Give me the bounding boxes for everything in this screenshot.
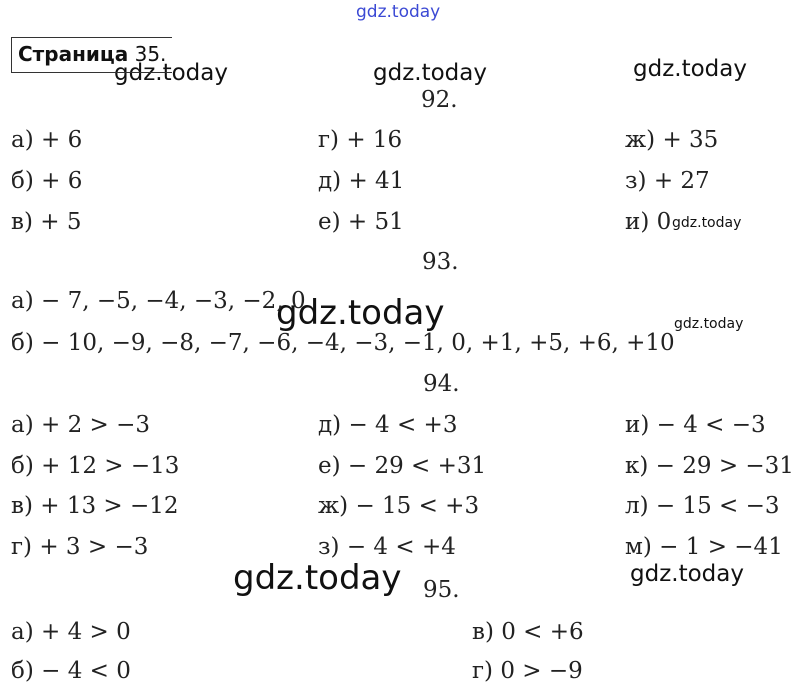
exercise-number-95: 95.	[423, 577, 460, 603]
page-header	[11, 37, 172, 73]
page-header-number: 35.	[134, 42, 167, 66]
answer-item: а) + 2 > −3	[11, 412, 151, 438]
answer-item: в) 0 < +6	[472, 619, 584, 645]
answer-item: г) + 3 > −3	[11, 534, 149, 560]
answer-item: з) + 27	[625, 168, 710, 194]
answer-item: а) + 4 > 0	[11, 619, 131, 645]
answer-item: л) − 15 < −3	[625, 493, 780, 519]
answer-item: в) + 13 > −12	[11, 493, 179, 519]
answer-item: б) + 12 > −13	[11, 453, 180, 479]
answer-item: в) + 5	[11, 209, 82, 235]
answer-item: г) + 16	[318, 127, 403, 153]
watermark: gdz.today	[630, 561, 744, 587]
answer-item: б) + 6	[11, 168, 83, 194]
answer-item: е) + 51	[318, 209, 404, 235]
watermark: gdz.today	[114, 60, 228, 86]
answer-item: б) − 4 < 0	[11, 658, 131, 684]
answer-item: д) − 4 < +3	[318, 412, 458, 438]
page-header-label: Страница	[18, 42, 129, 66]
answer-item: б) − 10, −9, −8, −7, −6, −4, −3, −1, 0, +1, +5, +6, +10	[11, 330, 675, 356]
answer-item: ж) + 35	[625, 127, 719, 153]
watermark: gdz.today	[633, 56, 747, 82]
answer-item: е) − 29 < +31	[318, 453, 487, 479]
answer-item: к) − 29 > −31	[625, 453, 794, 479]
answer-item: ж) − 15 < +3	[318, 493, 480, 519]
answer-item: д) + 41	[318, 168, 405, 194]
answer-item: г) 0 > −9	[472, 658, 583, 684]
watermark: gdz.today	[672, 215, 742, 231]
watermark-top: gdz.today	[356, 2, 441, 22]
watermark: gdz.today	[674, 316, 744, 332]
answer-item: з) − 4 < +4	[318, 534, 456, 560]
answer-item: и) 0	[625, 209, 672, 235]
answer-item: а) − 7, −5, −4, −3, −2, 0	[11, 288, 306, 314]
answer-item: м) − 1 > −41	[625, 534, 783, 560]
exercise-number-92: 92.	[421, 87, 458, 113]
watermark: gdz.today	[276, 293, 445, 333]
answer-item: и) − 4 < −3	[625, 412, 766, 438]
exercise-number-93: 93.	[422, 249, 459, 275]
watermark: gdz.today	[233, 558, 402, 598]
exercise-number-94: 94.	[423, 371, 460, 397]
watermark: gdz.today	[373, 60, 487, 86]
answer-item: а) + 6	[11, 127, 83, 153]
